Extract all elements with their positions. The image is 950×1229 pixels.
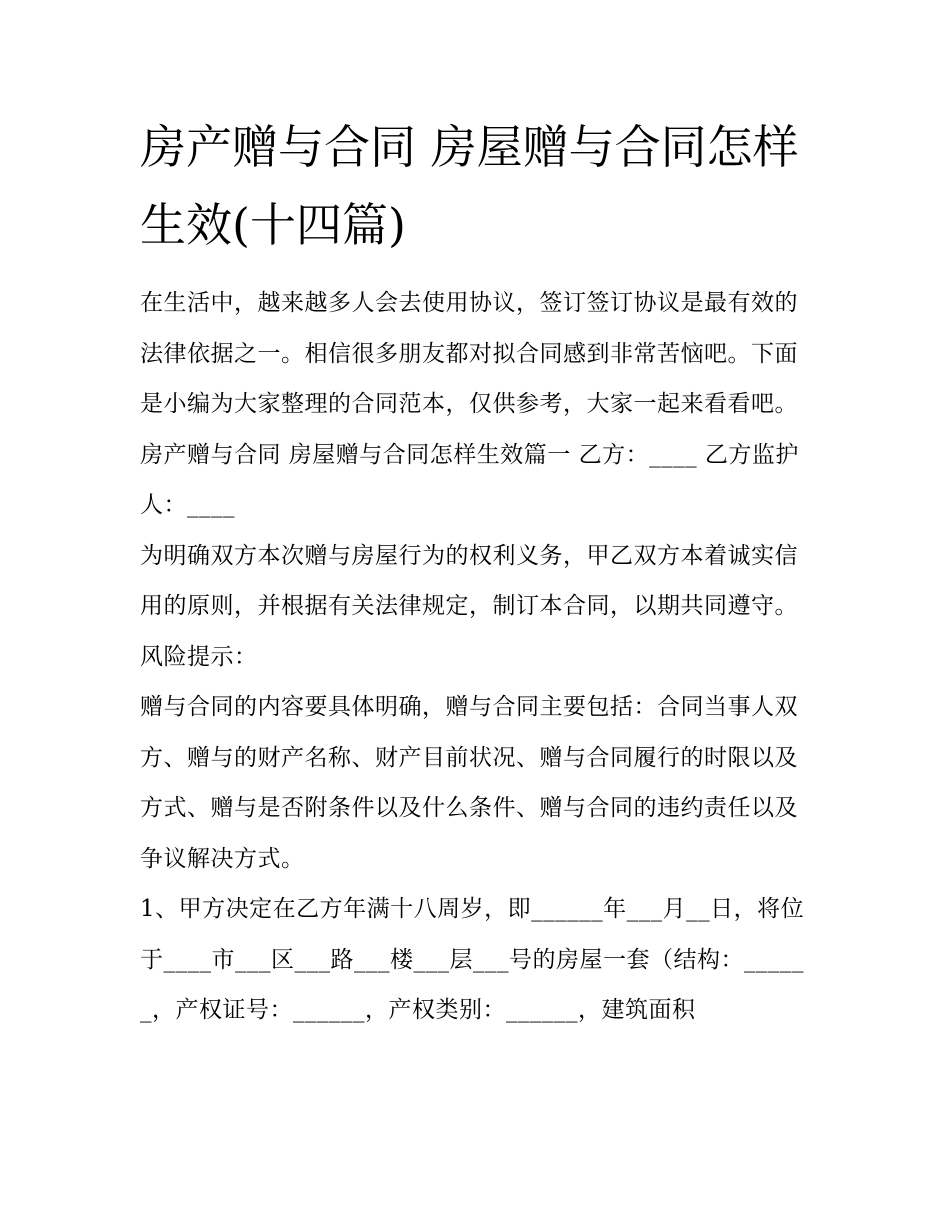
document-body bbox=[140, 108, 820, 1036]
purpose-paragraph: 为明确双方本次赠与房屋行为的权利义务，甲乙双方本着诚实信用的原则，并根据有关法律规定，制订本合同，以期共同遵守。 风险提示： bbox=[140, 542, 798, 670]
document-title: 房产赠与合同 房屋赠与合同怎样生效(十四篇) bbox=[140, 120, 799, 252]
clause-1-paragraph: 1、甲方决定在乙方年满十八周岁，即______年___月__日，将位于____市___区___路___楼___层___号的房屋一套（结构：______，产权证号：______，产权类别：______，建筑面积 bbox=[140, 896, 805, 1023]
parties-paragraph: 房产赠与合同 房屋赠与合同怎样生效篇一 乙方：____ 乙方监护人：____ bbox=[140, 441, 799, 518]
intro-paragraph: 在生活中，越来越多人会去使用协议，签订签订协议是最有效的法律依据之一。相信很多朋友都对拟合同感到非常苦恼吧。下面是小编为大家整理的合同范本，仅供参考，大家一起来看看吧。 bbox=[140, 290, 798, 417]
risk-notice-paragraph: 赠与合同的内容要具体明确，赠与合同主要包括：合同当事人双方、赠与的财产名称、财产目前状况、赠与合同履行的时限以及方式、赠与是否附条件以及什么条件、赠与合同的违约责任以及争议解决方式。 bbox=[140, 694, 798, 872]
